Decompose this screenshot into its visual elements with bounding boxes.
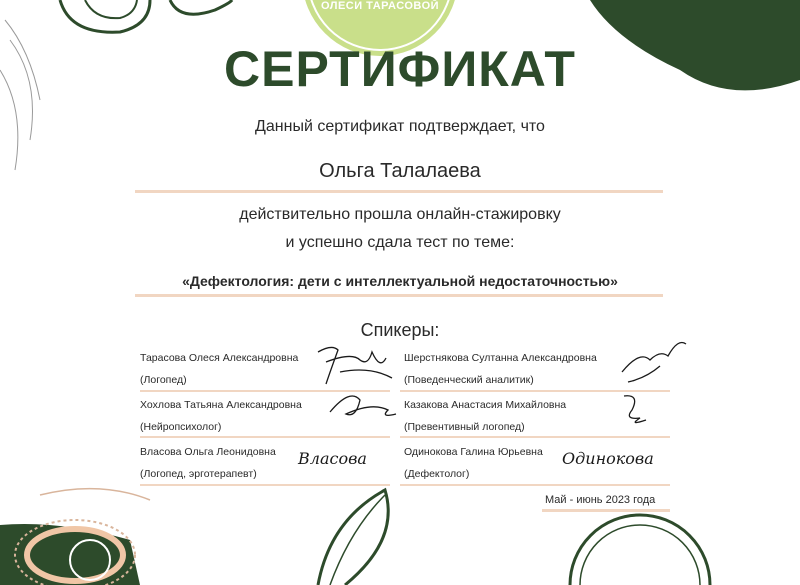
signature-vlasova	[297, 449, 367, 468]
speaker-name: Власова Ольга Леонидовна	[140, 446, 276, 458]
recipient-name: Ольга Талалаева	[319, 160, 481, 182]
logo-text: ОЛЕСИ ТАРАСОВОЙ	[320, 0, 440, 12]
speaker-role: (Превентивный логопед)	[404, 421, 525, 433]
speaker-name: Хохлова Татьяна Александровна	[140, 399, 302, 411]
signature-tarasova	[318, 347, 392, 384]
course-topic: «Дефектология: дети с интеллектуальной недостаточностью»	[182, 273, 618, 289]
speaker-role: (Логопед, эрготерапевт)	[140, 468, 257, 480]
signature-kazakova	[624, 396, 646, 423]
confirm-text: Данный сертификат подтверждает, что	[255, 118, 545, 135]
speaker-role: (Поведенческий аналитик)	[404, 374, 534, 386]
date-underline	[542, 509, 670, 512]
course-date: Май - июнь 2023 года	[545, 494, 656, 506]
speaker-name: Шерстнякова Султанна Александровна	[404, 352, 597, 364]
speakers-heading: Спикеры:	[360, 320, 440, 340]
speaker-role: (Дефектолог)	[404, 468, 470, 480]
speaker-name: Казакова Анастасия Михайловна	[404, 399, 567, 411]
signature-sherstnyakova	[622, 343, 686, 383]
certificate-title: СЕРТИФИКАТ	[224, 41, 576, 97]
signature-vlasova-text: Власова	[298, 449, 367, 468]
speaker-role: (Нейропсихолог)	[140, 421, 222, 433]
signature-khokhlova	[330, 396, 396, 415]
signature-odinokova	[562, 449, 654, 468]
speaker-name: Тарасова Олеся Александровна	[140, 352, 299, 364]
signature-odinokova-text: Одинокова	[562, 449, 654, 468]
speaker-role: (Логопед)	[140, 374, 187, 386]
statement-line-1: действительно прошла онлайн-стажировку	[239, 206, 561, 223]
statement-line-2: и успешно сдала тест по теме:	[285, 234, 515, 251]
speaker-name: Одинокова Галина Юрьевна	[404, 446, 543, 458]
